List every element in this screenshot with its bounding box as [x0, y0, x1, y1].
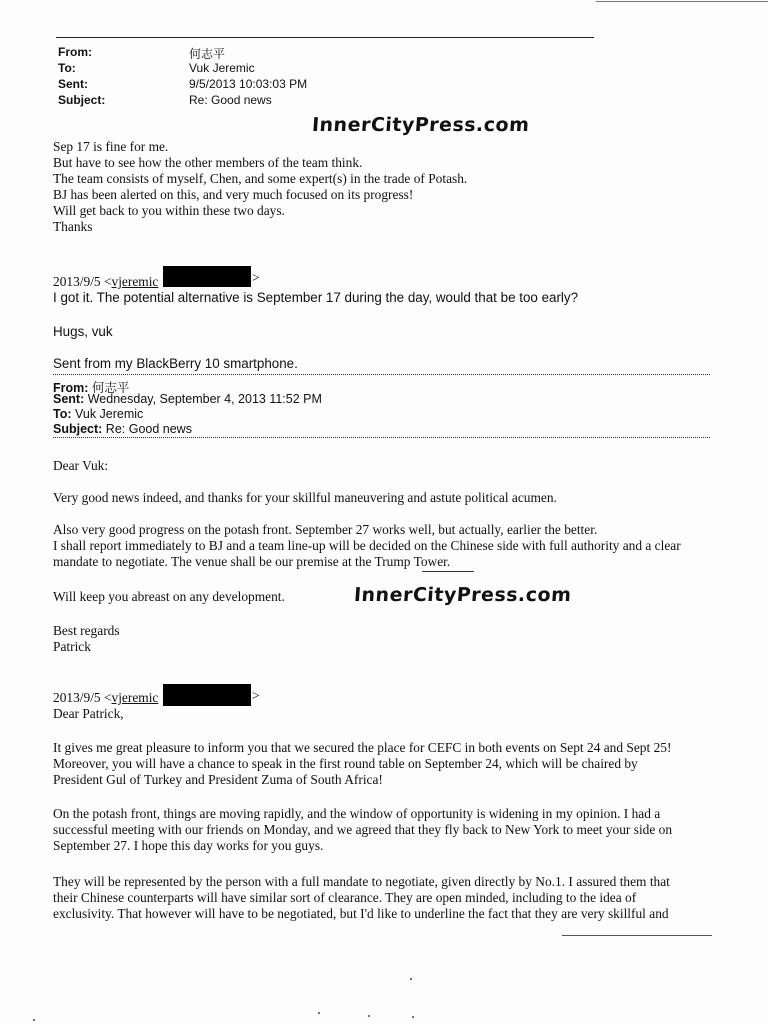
letter-closing: Best regards — [53, 623, 120, 638]
quote-device-signature: Sent from my BlackBerry 10 smartphone. — [53, 356, 298, 371]
forward-from-label: From: — [53, 381, 89, 395]
reply-line: The team consists of myself, Chen, and some expert(s) in the trade of Potash. — [53, 171, 468, 186]
watermark-stamp: InnerCityPress.com — [353, 584, 573, 606]
header-from-value: 何志平 — [189, 47, 226, 61]
quote-date-line — [53, 690, 158, 706]
quote-line: It gives me great pleasure to inform you that we secured the place for CEFC in both events on Sept 24 and Sept 25! — [53, 740, 672, 755]
scan-speck — [33, 1019, 35, 1021]
quote-date: 2013/9/5 < — [53, 274, 112, 289]
quote-line: Moreover, you will have a chance to speak in the first round table on September 24, which will be chaired by — [53, 756, 638, 771]
reply-line: Thanks — [53, 219, 93, 234]
email-link[interactable]: vjeremic — [111, 690, 159, 705]
quote-line: their Chinese counterparts will have similar sort of clearance. They are open minded, including to the idea of — [53, 890, 637, 905]
header-to-value: Vuk Jeremic — [189, 61, 255, 75]
quote-date-end: > — [252, 688, 260, 703]
quote-paragraph — [53, 874, 670, 922]
forward-sent-line — [53, 392, 322, 406]
forward-subject-value: Re: Good news — [105, 422, 192, 436]
scan-speck — [410, 978, 412, 980]
header-top-rule — [56, 37, 594, 38]
forward-from-value: 何志平 — [91, 381, 130, 395]
letter-paragraph — [53, 522, 681, 570]
quote-date-line — [53, 274, 158, 290]
header-sent-label: Sent: — [58, 77, 88, 91]
letter-signature: Patrick — [53, 639, 91, 654]
scan-mark-top — [596, 1, 768, 2]
forward-sent-value: Wednesday, September 4, 2013 11:52 PM — [87, 392, 322, 406]
quote-line: September 27. I hope this day works for you guys. — [53, 838, 324, 853]
scan-mark-bottom — [562, 935, 712, 936]
quote-line: They will be represented by the person with a full mandate to negotiate, given directly by No.1. I assured them that — [53, 874, 670, 889]
scan-speck — [318, 1012, 320, 1014]
reply-body — [53, 139, 467, 235]
header-sent-value: 9/5/2013 10:03:03 PM — [189, 77, 308, 91]
redaction-bar — [163, 266, 251, 287]
reply-line: Will get back to you within these two days. — [53, 203, 285, 218]
header-to-label: To: — [58, 61, 76, 75]
scan-speck — [368, 1015, 370, 1017]
scan-speck — [412, 1016, 414, 1018]
header-subject-label: Subject: — [58, 93, 106, 107]
header-subject-value: Re: Good news — [189, 93, 272, 107]
quote-paragraph — [53, 806, 672, 854]
email-link[interactable]: vjeremic — [111, 274, 159, 289]
letter-paragraph: Very good news indeed, and thanks for your skillful maneuvering and astute political acumen. — [53, 490, 557, 505]
quote-signoff: Hugs, vuk — [53, 324, 113, 339]
forward-to-line — [53, 407, 143, 421]
reply-line: But have to see how the other members of the team think. — [53, 155, 363, 170]
forward-to-label: To: — [53, 407, 72, 421]
quote-date: 2013/9/5 < — [53, 690, 112, 705]
quote-line: exclusivity. That however will have to be negotiated, but I'd like to underline the fact that they are very skillful and — [53, 906, 669, 921]
forward-subject-line — [53, 422, 192, 436]
quote-date-end: > — [252, 270, 260, 285]
reply-line: Sep 17 is fine for me. — [53, 139, 169, 154]
separator-rule — [53, 437, 710, 438]
quote-line: On the potash front, things are moving rapidly, and the window of opportunity is widening in my opinion. I had a — [53, 806, 661, 821]
reply-line: BJ has been alerted on this, and very much focused on its progress! — [53, 187, 414, 202]
redaction-bar — [163, 684, 251, 706]
forward-to-value: Vuk Jeremic — [75, 407, 144, 421]
forward-subject-label: Subject: — [53, 422, 103, 436]
quote-greeting: Dear Patrick, — [53, 706, 124, 721]
letter-greeting: Dear Vuk: — [53, 458, 109, 473]
watermark-stamp: InnerCityPress.com — [311, 114, 531, 136]
underline-mark — [422, 571, 474, 572]
quote-line: President Gul of Turkey and President Zuma of South Africa! — [53, 772, 383, 787]
letter-line: I shall report immediately to BJ and a team line-up will be decided on the Chinese side with full authority and a clear — [53, 538, 681, 553]
letter-line: mandate to negotiate. The venue shall be our premise at the Trump Tower. — [53, 554, 451, 569]
header-from-label: From: — [58, 45, 92, 59]
quote-body: I got it. The potential alternative is September 17 during the day, would that be too early? — [53, 290, 579, 305]
letter-paragraph: Will keep you abreast on any development. — [53, 589, 285, 604]
separator-rule — [53, 374, 710, 375]
quote-paragraph — [53, 740, 671, 788]
letter-line: Also very good progress on the potash front. September 27 works well, but actually, earlier the better. — [53, 522, 598, 537]
forward-sent-label: Sent: — [53, 392, 85, 406]
quote-line: successful meeting with our friends on Monday, and we agreed that they fly back to New York to meet your side on — [53, 822, 673, 837]
